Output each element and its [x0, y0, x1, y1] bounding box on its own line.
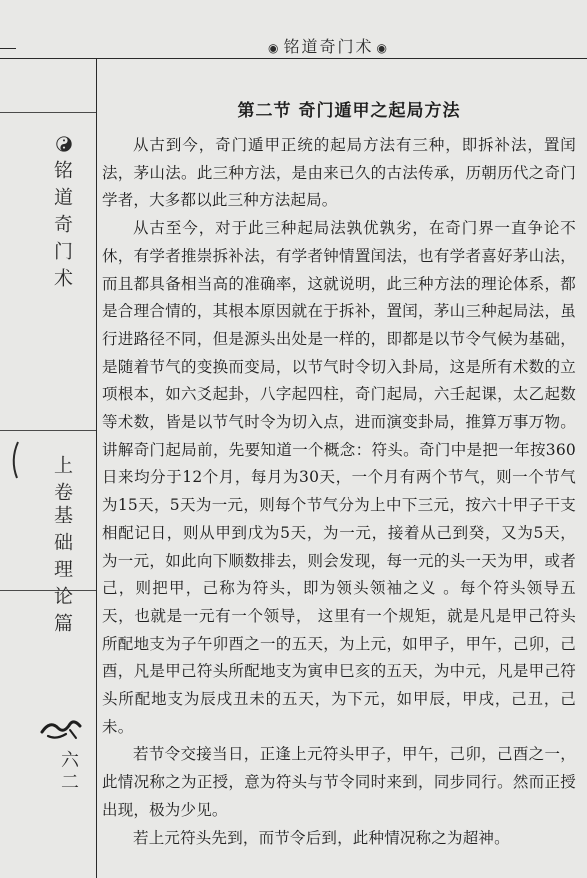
- sidebar-divider: [0, 430, 96, 431]
- running-header: [265, 34, 392, 57]
- sidebar-divider: [0, 112, 96, 113]
- page-edge-mark-icon: [8, 440, 22, 480]
- sidebar-book-title: 铭道奇门术: [51, 160, 73, 295]
- page-content: [102, 96, 576, 852]
- sidebar-rule: [96, 58, 97, 878]
- sidebar-part-title: 基础理论篇: [51, 505, 73, 640]
- page-number: 六二: [58, 750, 79, 794]
- section-title: 第二节 奇门遁甲之起局方法: [237, 101, 461, 121]
- paragraph: 若上元符头先到，而节令后到，此种情况称之为超神。: [133, 828, 510, 847]
- swirl-ornament-icon: ◉: [376, 41, 389, 55]
- header-rule: [0, 58, 587, 59]
- calligraphy-ornament-icon: [40, 716, 82, 742]
- paragraph: 从古至今，对于此三种起局法孰优孰劣，在奇门界一直争论不休，有学者推崇拆补法，有学者钟情置闰法，也有学者喜好茅山法，而且都具备相当高的准确率，这就说明，此三种方法的理论体系，都是合理合情的，其根本原因就在于拆补，置闰，茅山三种起局法，虽行进路径不同，但是源头出处是一样的，即都是以节令气候为基础，是随着节气的变换而变局，以节气时令切入卦局，这是所有术数的立项根本，如六爻起卦，八字起四柱，奇门起局，六壬起课，太乙起数等术数，皆是以节气时令为切入点，进而演变卦局，推算万事万物。讲解奇门起局前，先要知道一个概念：符头。奇门中是把一年按360日来均分于12个月，每月为30天，一个月有两个节气，则一个节气为15天，5天为一元，则每个节气分为上中下三元，按六十甲子干支相配记日，则从甲到戊为5天，为一元，接着从己到癸，又为5天，为一元，如此向下顺数排去，则会发现，每一元的头一天为甲，或者己，则把甲，己称为符头，即为领头领袖之义 。每个符头领导五天，也就是一元有一个领导， 这里有一个规矩，就是凡是甲己符头所配地支为子午卯酉之一的五天，为上元，如甲子，甲午，己卯，己酉，凡是甲己符头所配地支为寅申巳亥的五天，为中元，凡是甲己符头所配地支为辰戌丑未的五天，为下元，如甲辰，甲戌，己丑，己未。: [102, 219, 576, 736]
- sidebar-volume: 上卷: [51, 455, 73, 509]
- running-header-title: 铭道奇门术: [283, 37, 374, 56]
- paragraph: 从古到今，奇门遁甲正统的起局方法有三种，即拆补法，置闰法，茅山法。此三种方法，是由来已久的古法传承，历朝历代之奇门学者，大多都以此三种方法起局。: [102, 136, 576, 210]
- header-left-rule: [0, 48, 16, 49]
- taiji-icon: [56, 136, 72, 152]
- sidebar-divider: [0, 590, 96, 591]
- swirl-ornament-icon: ◉: [268, 41, 281, 55]
- paragraph: 若节令交接当日，正逢上元符头甲子，甲午，己卯，己酉之一，此情况称之为正授，意为符头与节令同时来到，同步同行。然而正授出现，极为少见。: [102, 745, 576, 819]
